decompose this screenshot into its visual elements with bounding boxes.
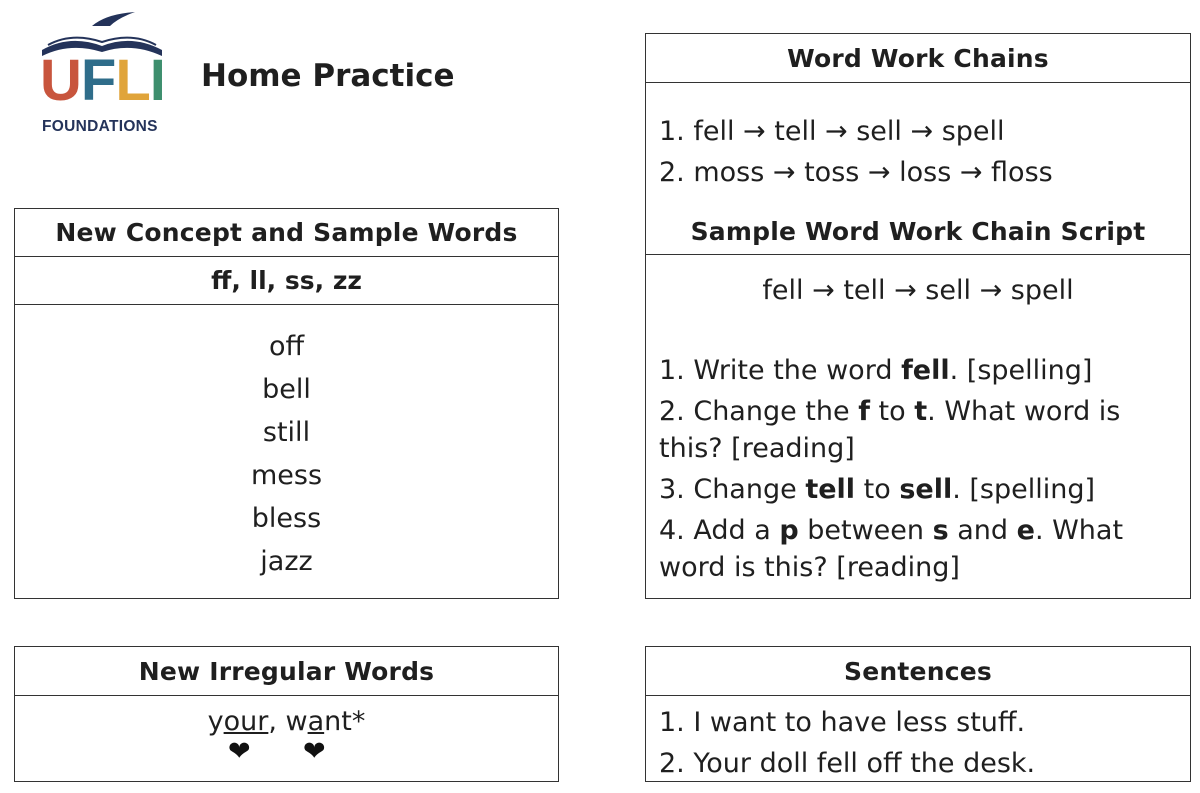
- ufli-logo: [40, 12, 165, 137]
- sentences-list: [646, 696, 1190, 784]
- irregular-word-want: want*: [285, 706, 366, 737]
- new-concept-header: New Concept and Sample Words: [15, 209, 558, 257]
- new-concept-panel: [14, 208, 559, 599]
- sample-word: off: [268, 331, 305, 362]
- sample-word: mess: [250, 460, 323, 491]
- script-steps-list: [646, 306, 1190, 586]
- irregular-words-line: your, want*: [207, 706, 366, 737]
- chain-item: 1. fell → tell → sell → spell: [659, 116, 1005, 147]
- concept-patterns: ff, ll, ss, zz: [15, 257, 558, 305]
- irregular-words: [15, 706, 558, 776]
- logo-tagline: FOUNDATIONS: [42, 118, 158, 135]
- heart-icon: ❤: [303, 736, 326, 767]
- irregular-words-header: New Irregular Words: [15, 647, 558, 696]
- chain-item: 2. moss → toss → loss → floss: [659, 157, 1053, 188]
- sample-word: bless: [251, 503, 322, 534]
- irregular-words-panel: [14, 646, 559, 782]
- sentence-item: 1. I want to have less stuff.: [659, 707, 1026, 738]
- word-work-chains-panel: [645, 33, 1191, 209]
- sample-word: jazz: [260, 546, 313, 577]
- sentence-item: 2. Your doll fell off the desk.: [659, 748, 1036, 779]
- sentences-header: Sentences: [646, 647, 1190, 696]
- script-chain: fell → tell → sell → spell: [762, 275, 1074, 306]
- script-step: 2. Change the f to t. What word is this? [reading]: [659, 396, 1121, 464]
- page-title: Home Practice: [201, 58, 455, 94]
- sample-word: bell: [262, 374, 311, 405]
- heart-icon: ❤: [228, 736, 251, 767]
- script-step: 4. Add a p between s and e. What word is this? [reading]: [659, 515, 1124, 583]
- script-step: 1. Write the word fell. [spelling]: [659, 355, 1093, 386]
- word-work-chains-header: Word Work Chains: [646, 34, 1190, 83]
- script-step: 3. Change tell to sell. [spelling]: [659, 474, 1096, 505]
- sample-word: still: [262, 417, 311, 448]
- chain-script-panel: [645, 208, 1191, 599]
- sample-words-list: [15, 305, 558, 583]
- logo-wordmark: UFLI: [40, 48, 165, 113]
- chains-list: [646, 83, 1190, 193]
- chain-script-header: Sample Word Work Chain Script: [646, 208, 1190, 255]
- irregular-word-your: your: [207, 706, 269, 737]
- sentences-panel: [645, 646, 1191, 782]
